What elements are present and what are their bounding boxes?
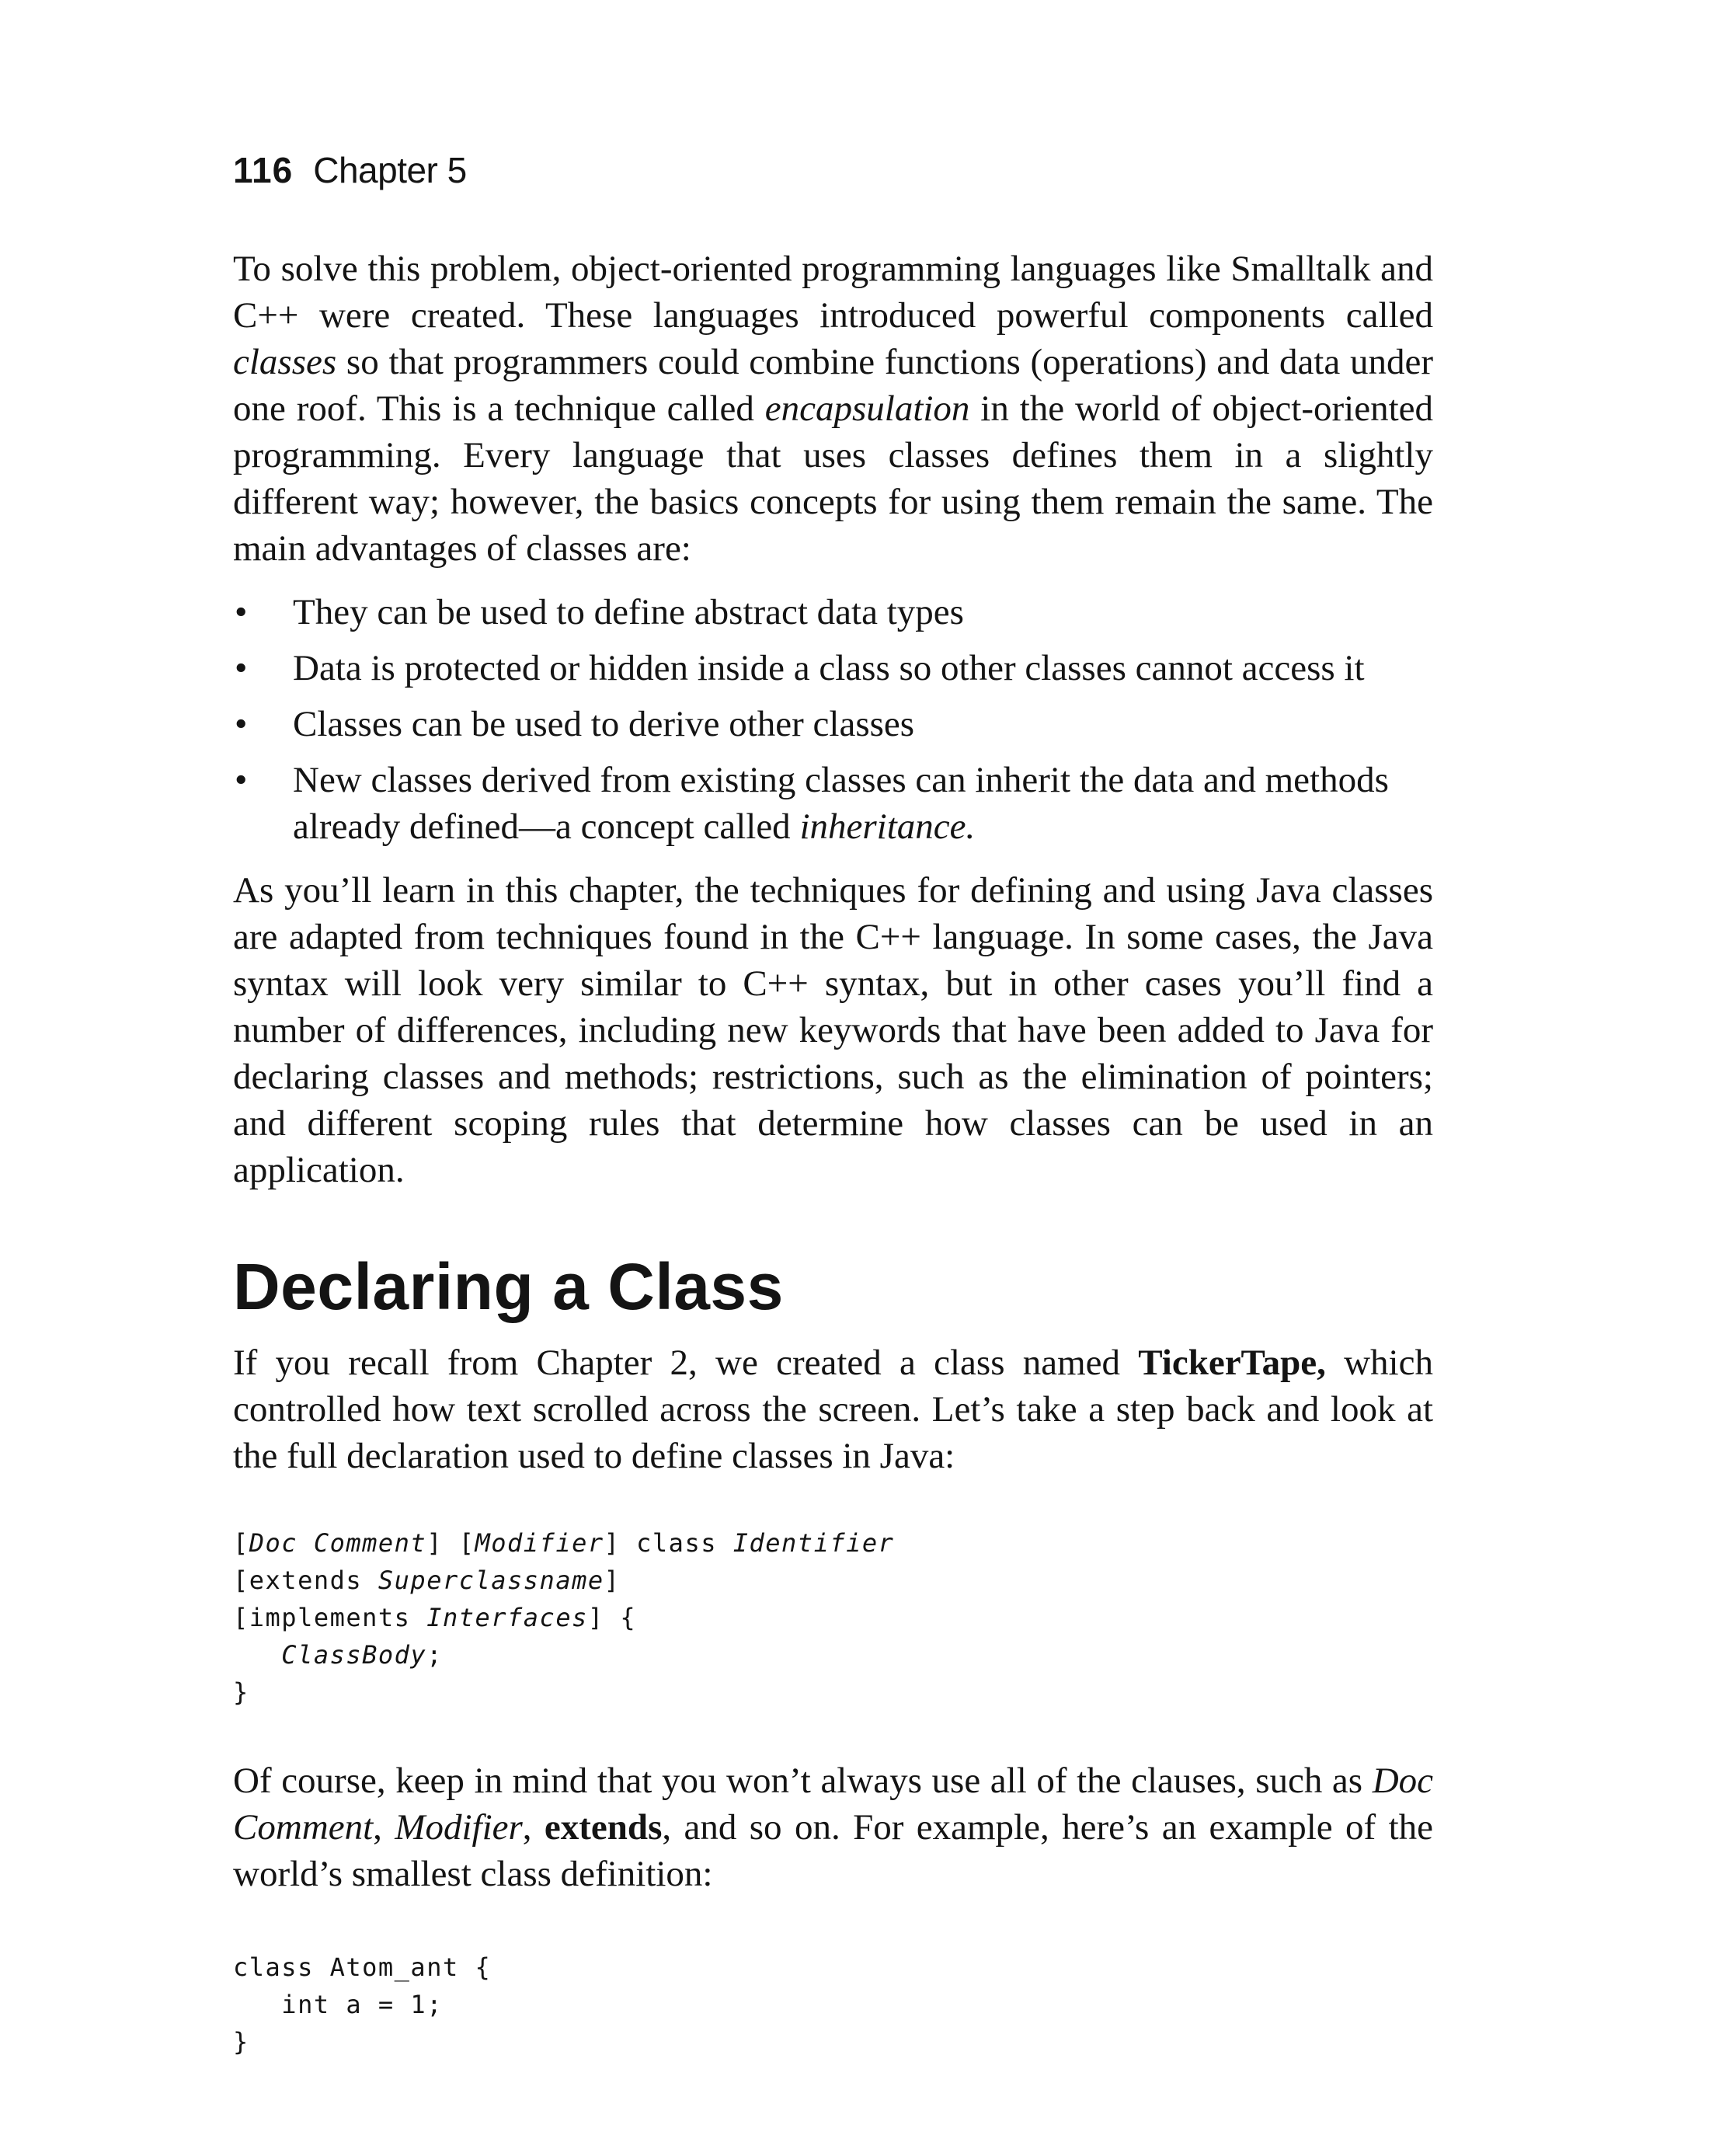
term-inheritance: inheritance. xyxy=(799,806,976,847)
atom-ant-code: class Atom_ant { int a = 1; } xyxy=(233,1952,492,2057)
java-classes-paragraph: As you’ll learn in this chapter, the techniques for defining and using Java classes are adapted from techniques found in the C++ language. In some cases, the Java syntax will look very similar to C++ syntax, but in other cases you’ll find a number of differences, including new keywords that have been added to Java for declaring classes and methods; restrictions, such as the elimination of pointers; and different scoping rules that determine how classes can be used in an application. xyxy=(233,870,1433,1190)
intro-paragraph xyxy=(233,246,1433,572)
list-item-text: New classes derived from existing classes can inherit the data and methods already defined—a concept called xyxy=(293,760,1389,847)
declaration-text-2: which controlled how text scrolled across the screen. Let’s take a step back and look at the full declaration used to define classes in Java: xyxy=(233,1343,1433,1476)
list-item xyxy=(233,589,1433,636)
term-encapsulation: encapsulation xyxy=(764,388,970,429)
class-declaration-code: [Doc Comment] [Modifier] class Identifier [extends Superclassname] [implements Interfaces] { ClassBody; } xyxy=(233,1528,895,1707)
term-modifier: Modifier xyxy=(395,1807,523,1848)
term-classes: classes xyxy=(233,342,337,382)
chapter-label: Chapter 5 xyxy=(313,150,467,190)
intro-text-3: in the world of object-oriented programming. Every language that uses classes defines them in a slightly different way; however, the basics concepts for using them remain the same. The main advantages of classes are: xyxy=(233,388,1433,569)
section-heading: Declaring a Class xyxy=(233,1250,784,1323)
bullet-icon: • xyxy=(235,648,248,688)
page-number: 116 xyxy=(233,150,294,190)
clauses-text-2: , and so on. For example, here’s an example of the world’s smallest class definition: xyxy=(233,1807,1433,1894)
advantages-list xyxy=(233,589,1433,850)
list-item-text: They can be used to define abstract data types xyxy=(293,592,964,632)
term-extends: extends xyxy=(544,1807,663,1848)
term-tickertape: TickerTape, xyxy=(1138,1343,1326,1383)
term-doc-comment: Doc Comment xyxy=(233,1761,1433,1848)
bullet-icon: • xyxy=(235,760,248,800)
list-item xyxy=(233,701,1433,747)
running-head xyxy=(233,152,1433,188)
intro-text-1: To solve this problem, object-oriented programming languages like Smalltalk and C++ were created. These languages introduced powerful components called xyxy=(233,249,1433,336)
clauses-text-1: Of course, keep in mind that you won’t always use all of the clauses, such as xyxy=(233,1761,1373,1801)
intro-text-2: so that programmers could combine functions (operations) and data under one roof. This is a technique called xyxy=(233,342,1433,429)
clauses-paragraph: Of course, keep in mind that you won’t always use all of the clauses, such as Doc Comment, Modifier, extends, and so on. For example, here’s an example of the world’s smallest class definition: xyxy=(233,1761,1433,1894)
bullet-icon: • xyxy=(235,592,248,632)
declaration-intro-paragraph xyxy=(233,1339,1433,1479)
bullet-icon: • xyxy=(235,704,248,744)
list-item xyxy=(233,757,1433,850)
list-item xyxy=(233,645,1433,691)
declaration-text-1: If you recall from Chapter 2, we created a class named xyxy=(233,1343,1139,1383)
list-item-text: Classes can be used to derive other classes xyxy=(293,704,915,744)
list-item-text: Data is protected or hidden inside a class so other classes cannot access it xyxy=(293,648,1365,688)
book-page xyxy=(233,132,1433,2060)
